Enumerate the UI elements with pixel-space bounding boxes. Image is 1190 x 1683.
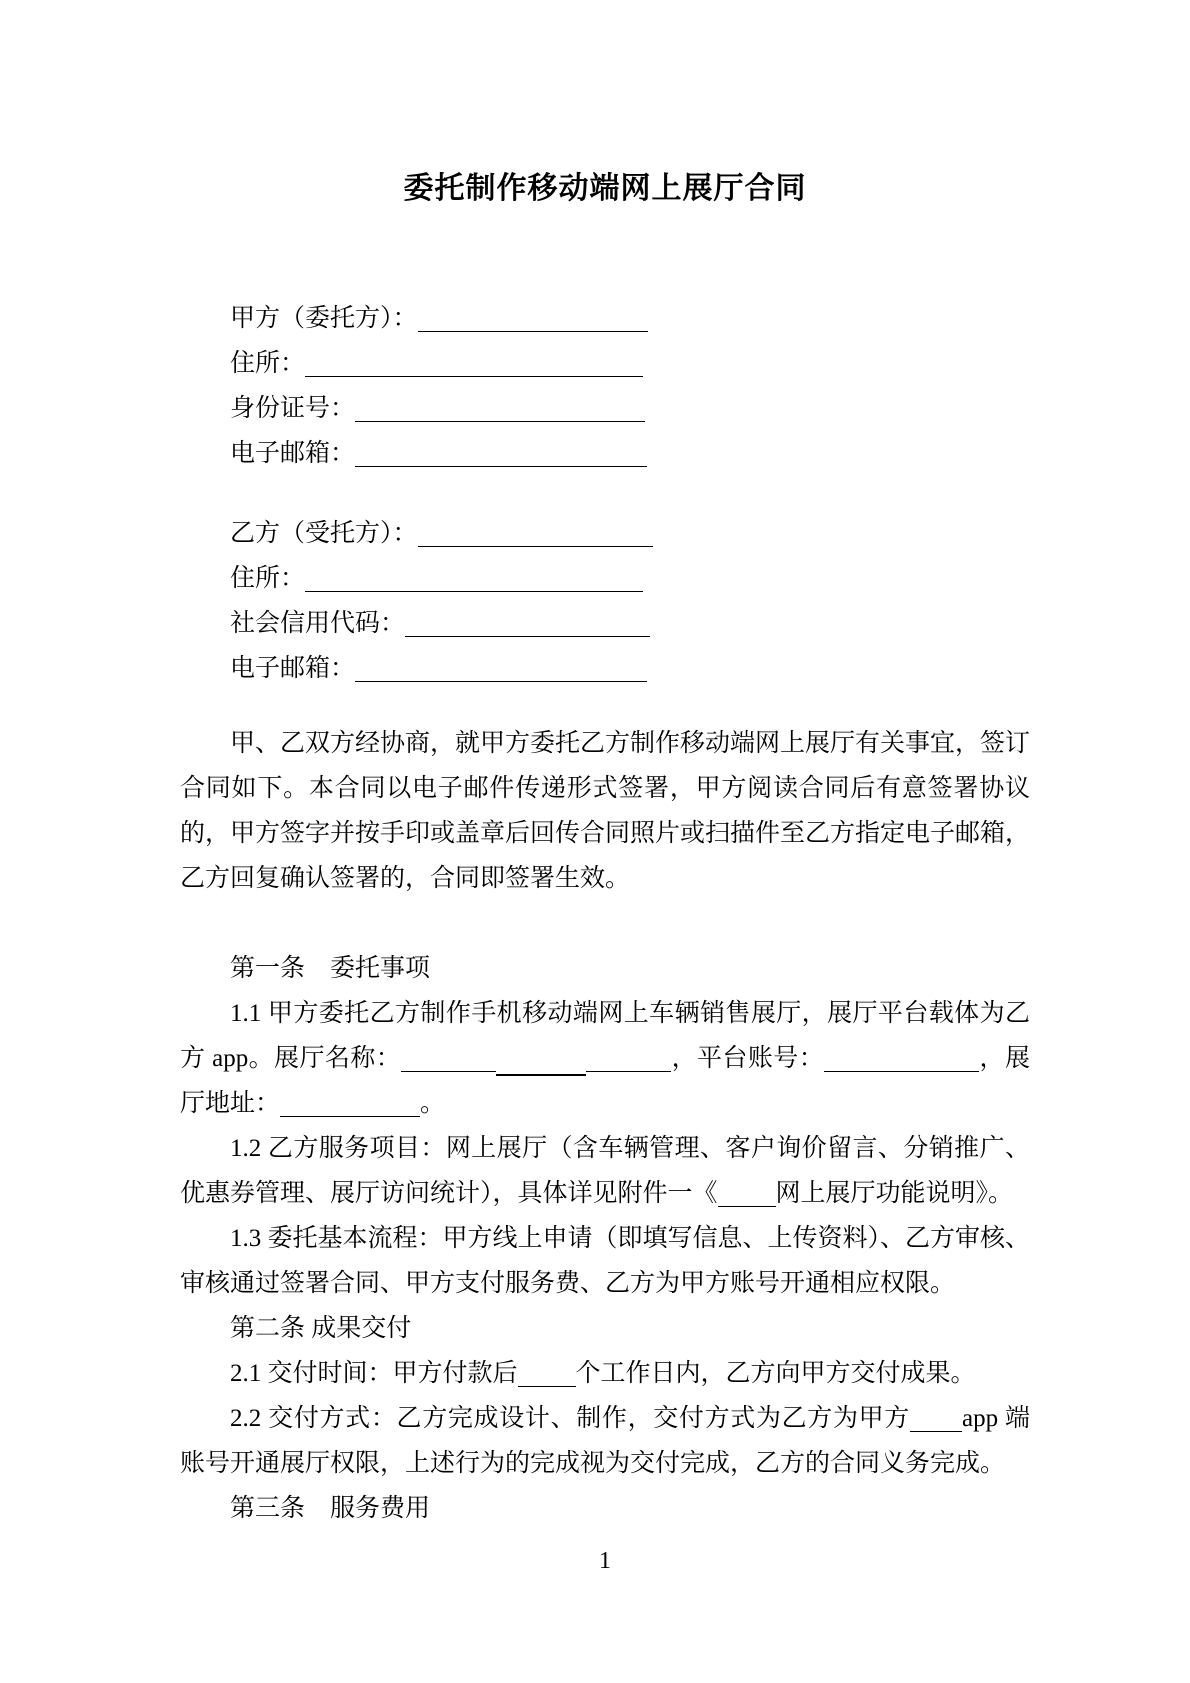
blank-field-party-b-name[interactable]: [418, 518, 653, 547]
page-number: 1: [599, 1548, 611, 1574]
blank-field-party-a-address[interactable]: [305, 348, 643, 377]
blank-field-exhibition-address[interactable]: [280, 1088, 420, 1117]
clause-2-1: [180, 1351, 1030, 1396]
blank-field-party-a-id[interactable]: [355, 393, 645, 422]
clause-1-1: [180, 991, 1030, 1126]
party-a-name-label: 甲方（委托方）：: [230, 305, 418, 332]
blank-field-attachment-name[interactable]: [718, 1178, 776, 1207]
blank-field-exhibition-name-c[interactable]: [586, 1043, 671, 1072]
contract-title: 委托制作移动端网上展厅合同: [403, 172, 807, 205]
party-a-email-row: [180, 431, 1030, 476]
party-b-block: [180, 511, 1030, 691]
party-b-name-label: 乙方（受托方）：: [230, 520, 418, 547]
blank-field-party-a-name[interactable]: [418, 303, 648, 332]
blank-field-party-b-address[interactable]: [305, 563, 643, 592]
section-3-heading: 第三条 服务费用: [230, 1495, 431, 1522]
blank-field-party-b-email[interactable]: [355, 653, 647, 682]
blank-field-exhibition-name-a[interactable]: [401, 1043, 496, 1072]
clause-1-2-text-b: 网上展厅功能说明》。: [775, 1180, 1014, 1207]
clause-1-2: [180, 1126, 1030, 1216]
clause-1-1-text-b: ，平台账号：: [671, 1045, 825, 1072]
party-a-block: [180, 296, 1030, 476]
intro-paragraph: 甲、乙双方经协商，就甲方委托乙方制作移动端网上展厅有关事宜，签订合同如下。本合同以电子邮件传递形式签署，甲方阅读合同后有意签署协议的，甲方签字并按手印或盖章后回传合同照片或扫描件至乙方指定电子邮箱，乙方回复确认签署的，合同即签署生效。: [180, 730, 1031, 892]
clause-1-1-text-c: ，展厅地址：: [180, 1045, 1030, 1117]
blank-field-delivery-days[interactable]: [518, 1358, 576, 1387]
blank-field-app-name[interactable]: [910, 1403, 962, 1432]
clause-2-1-text-a: 2.1 交付时间：甲方付款后: [230, 1360, 518, 1387]
party-a-email-label: 电子邮箱：: [230, 440, 356, 467]
blank-field-party-b-credit-code[interactable]: [405, 608, 650, 637]
party-b-address-row: [180, 556, 1030, 601]
clause-1-3: 1.3 委托基本流程：甲方线上申请（即填写信息、上传资料）、乙方审核、审核通过签署合同、甲方支付服务费、乙方为甲方账号开通相应权限。: [180, 1225, 1031, 1297]
clause-2-2-text-b: app 端账号开通展厅权限，上述行为的完成视为交付完成，乙方的合同义务完成。: [180, 1405, 1030, 1477]
party-b-credit-code-row: [180, 601, 1030, 646]
clause-2-1-text-b: 个工作日内，乙方向甲方交付成果。: [575, 1360, 976, 1387]
contract-content: [180, 0, 1030, 1531]
party-b-email-label: 电子邮箱：: [230, 655, 356, 682]
blank-field-platform-account[interactable]: [824, 1043, 979, 1072]
party-a-name-row: [180, 296, 1030, 341]
party-b-name-row: [180, 511, 1030, 556]
party-a-address-row: [180, 341, 1030, 386]
party-a-id-row: [180, 386, 1030, 431]
clause-2-2: [180, 1396, 1030, 1486]
blank-field-party-a-email[interactable]: [355, 438, 647, 467]
clause-1-1-text-a: 1.1 甲方委托乙方制作手机移动端网上车辆销售展厅，展厅平台载体为乙方 app。展厅名称：: [180, 1000, 1030, 1072]
section-1-heading: 第一条 委托事项: [230, 955, 431, 982]
party-b-email-row: [180, 646, 1030, 691]
party-b-credit-code-label: 社会信用代码：: [230, 610, 406, 637]
party-a-address-label: 住所：: [230, 350, 306, 377]
clause-1-2-text-a: 1.2 乙方服务项目：网上展厅（含车辆管理、客户询价留言、分销推广、优惠券管理、展厅访问统计），具体详见附件一《: [180, 1135, 1030, 1207]
clause-2-2-text-a: 2.2 交付方式：乙方完成设计、制作，交付方式为乙方为甲方: [230, 1405, 910, 1432]
clause-1-1-text-d: 。: [420, 1090, 446, 1117]
party-b-address-label: 住所：: [230, 565, 306, 592]
blank-field-exhibition-name-b[interactable]: [496, 1046, 586, 1076]
section-2-heading: 第二条 成果交付: [230, 1315, 412, 1342]
party-a-id-label: 身份证号：: [230, 395, 356, 422]
